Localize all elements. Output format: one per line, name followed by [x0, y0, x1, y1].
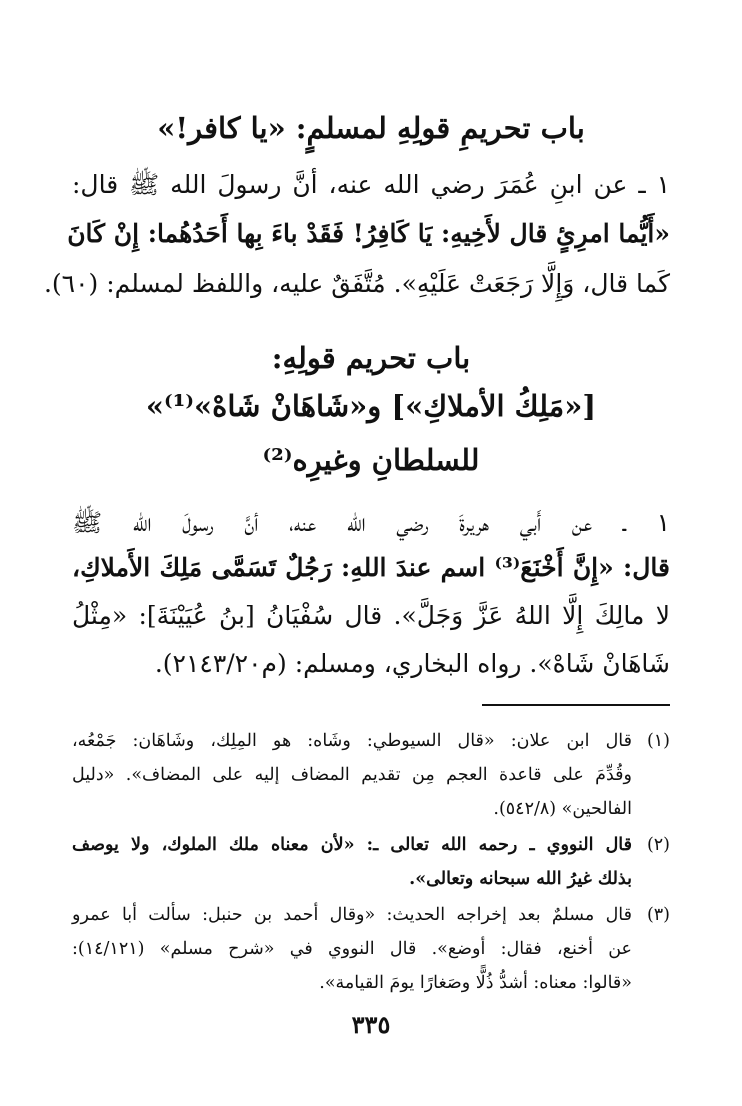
footnote-2-line-1: قال النووي ـ رحمه الله تعالى ـ: «لأن معناه ملك الملوك، ولا يوصف — [72, 835, 632, 855]
section-1-heading: باب تحريمِ قولِهِ لمسلمٍ: «يا كافر!» — [157, 111, 585, 145]
section-1-line-2: «أَيُّما امرِئٍ قال لأَخِيهِ: يَا كَافِرُ! فَقَدْ باءَ بِها أَحَدُهُما: إِنْ كَانَ — [67, 219, 670, 248]
section-1-line-3: كَما قال، وَإِلَّا رَجَعَتْ عَلَيْهِ». مُتَّفَقٌ عليه، واللفظ لمسلم: (٦٠). — [43, 269, 670, 298]
section-2-line-2: قال: «إِنَّ أَخْنَعَ⁽³⁾ اسم عندَ اللهِ: رَجُلٌ تَسَمَّى مَلِكَ الأَملاكِ، — [72, 553, 670, 582]
footnote-3-line-1: قال مسلمٌ بعد إخراجه الحديث: «وقال أحمد بن حنبل: سألت أبا عمرو — [72, 905, 632, 925]
footnote-3-line-2: عن أخنع، فقال: أوضع». قال النووي في «شرح مسلم» (١٤/١٢١): — [72, 939, 632, 959]
footnote-3-line-3: «قالوا: معناه: أشدُّ ذُلًّا وصَغارًا يومَ القيامة». — [319, 973, 632, 993]
footnote-1-number: (١) — [646, 731, 670, 751]
footnote-2-line-2: بذلك غيرُ الله سبحانه وتعالى». — [409, 869, 632, 889]
page-number: ٣٣٥ — [351, 1010, 391, 1039]
footnote-1-line-3: الفالحين» (٥٤٢/٨). — [493, 799, 632, 819]
footnote-2-number: (٢) — [646, 835, 670, 855]
section-2-line-1: ١ ـ عن أَبي هريرةَ رضي الله عنه، أنَّ رسولَ الله ﷺ — [72, 508, 670, 537]
section-2-heading-line-1: باب تحريم قولِهِ: — [271, 341, 471, 375]
footnote-1-line-2: وقُدِّمَ على قاعدة العجم مِن تقديم المضاف إليه على المضاف». «دليل — [72, 765, 632, 785]
footnote-3-number: (٣) — [646, 905, 670, 925]
section-2-line-4: شَاهَانْ شَاهْ». رواه البخاري، ومسلم: (م٢١٤٣/٢٠). — [154, 649, 670, 678]
section-2-heading-line-3: للسلطانِ وغيرِه⁽²⁾ — [262, 443, 480, 477]
footnote-1-line-1: قال ابن علان: «قال السيوطي: وشَاه: هو المِلِك، وشَاهَان: جَمْعُه، — [72, 731, 632, 751]
section-2-line-3: لا مالِكَ إِلَّا اللهُ عَزَّ وَجَلَّ». قال سُفْيَانُ [بنُ عُيَيْنَةَ]: «مِثْلُ — [72, 601, 670, 630]
section-2-heading-line-2: [«مَلِكُ الأملاكِ»] و«شَاهَانْ شَاهْ»⁽¹⁾» — [145, 389, 597, 423]
footnote-separator — [482, 704, 670, 706]
section-1-line-1: ١ ـ عن ابنِ عُمَرَ رضي الله عنه، أنَّ رسولَ الله ﷺ قال: — [72, 170, 670, 199]
